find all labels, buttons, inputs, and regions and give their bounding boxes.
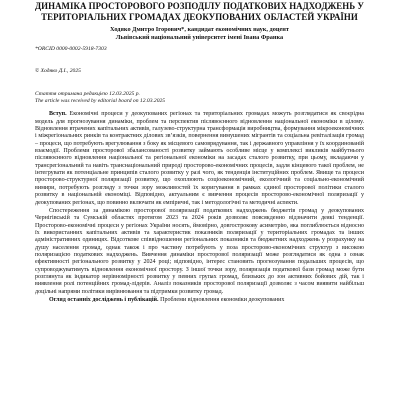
article-title: ДИНАМІКА ПРОСТОРОВОГО РОЗПОДІЛУ ПОДАТКОВИХ НАДХОДЖЕНЬ У ТЕРИТОРІАЛЬНИХ ГРОМАДАХ ДЕОКУПОВАНИХ ОБЛАСТЕЙ УКРАЇНИ: [35, 1, 364, 22]
copyright-symbol: ©: [35, 68, 40, 75]
review-heading: Огляд останніх досліджень і публікацій.: [49, 296, 159, 303]
intro-heading: Вступ.: [49, 111, 67, 118]
intro-text: Економічні процеси у деокупованих регіонах та територіальних громадах можуть розглядатися як своєрідна модель для прогнозування динаміки, проблем та перспектив післявоєнного відновлення національної економіки в цілому. Відновлення втрачених капітальних активів, галузево-структурна трансформація виробництва, формування мікроекономічних і міжрегіональних ринків та контрактних ділових зв’язків, повернення вимушених мігрантів та соціальна ревіталізація громад – процеси, що потребують врегулювання з боку як місцевого самоврядування, так і державного управління у їх координованій взаємодії. Проблеми просторової збалансованості розвитку займають особливе місце у комплексі викликів майбутнього післявоєнного відновлення національної та регіональної економіки на засадах сталого розвитку, при цьому, вкладаючи у трансрегіональний та навіть транснаціональний природі просторово-економічних процесів, задля кінцевого такої проблем, не інтегрувати як потенціальне принципів сталого розвитку у разі чого, як тенденція інституційних проблем. Явище та процеси просторово-структурної поляризації розвитку, що охоплюють соціоекономічний, екологічний та соціально-економічний вимири, потребують розгляду з точки зору можливостей їх коригування в рамках єдиної просторової політики сталого розвитку в національній економіці. Відповідно, актуальним є вивчення процесів просторово-економічної поляризації у деокупованих регіонах, що повинно включати як емпіричні, так і методологічні та методичні аспекти.: [35, 111, 364, 206]
review-text: Проблеми відновлення економіки деокупованих: [158, 296, 285, 303]
received-date-en: The article was received by editorial board on 12.03.2025: [35, 98, 166, 105]
intro-paragraph: [35, 111, 364, 206]
author-affiliation: Львівський національний університет імені Івана Франка: [115, 33, 284, 41]
orcid-id: *ORCID 0000-0002-5918-7303: [35, 46, 107, 53]
author-line: Ходяко Дмитро Ігорович*, кандидат економічних наук, доцент: [109, 26, 290, 34]
copyright-text: Ходяко Д.І., 2025: [40, 68, 81, 75]
article-dates: [35, 91, 364, 105]
review-paragraph: [35, 297, 364, 304]
observation-paragraph: Спостереження за динамікою просторової поляризації податкових надходжень бюджетів громад у деокупованих Чернігівській та Сумській областях протягом 2023 та 2024 років дозволяє повсякденно відзначити деякі тенденції. Просторово-економічні процеси у регіонах України носять, ймовірно, довгострокову асиметрію, яка поглиблюється відносно їх використанних капітальних активів та характеристик показників поляризації у територіальних громадах та інших адміністративних одиницях. Відсоткове співвідношення регіональних показників та бюджетних надходжень у розрахунку на душу населення громад, однак також і про частину потребують у поза просторово-економічних структур з високою поляризацією податкових надходжень. Вивчення динаміки просторової поляризації може розглядатися як одна з ознак ефективності регіонального розвитку у 2024 році; відповідно, інтерес становить прогнозування подальших процесів, що супроводжуватимуть відновлення економічної простору. З іншої точки зору, поляризація податкової бази громад може бути розглянута як індикатор нерівномірності розвитку у певних групах громад, близьких до зон активних бойових дій, так і виявлення ролі потенційних громад-лідерів. Аналіз показників просторової поляризації дозволяє з часом виявити найбільш доцільні напрями політики вирівнювання та підтримки розвитку громад.: [35, 207, 364, 295]
copyright-line: [35, 68, 364, 75]
received-date: Стаття отримана редакцією 12.03.2025 р.: [35, 91, 140, 98]
